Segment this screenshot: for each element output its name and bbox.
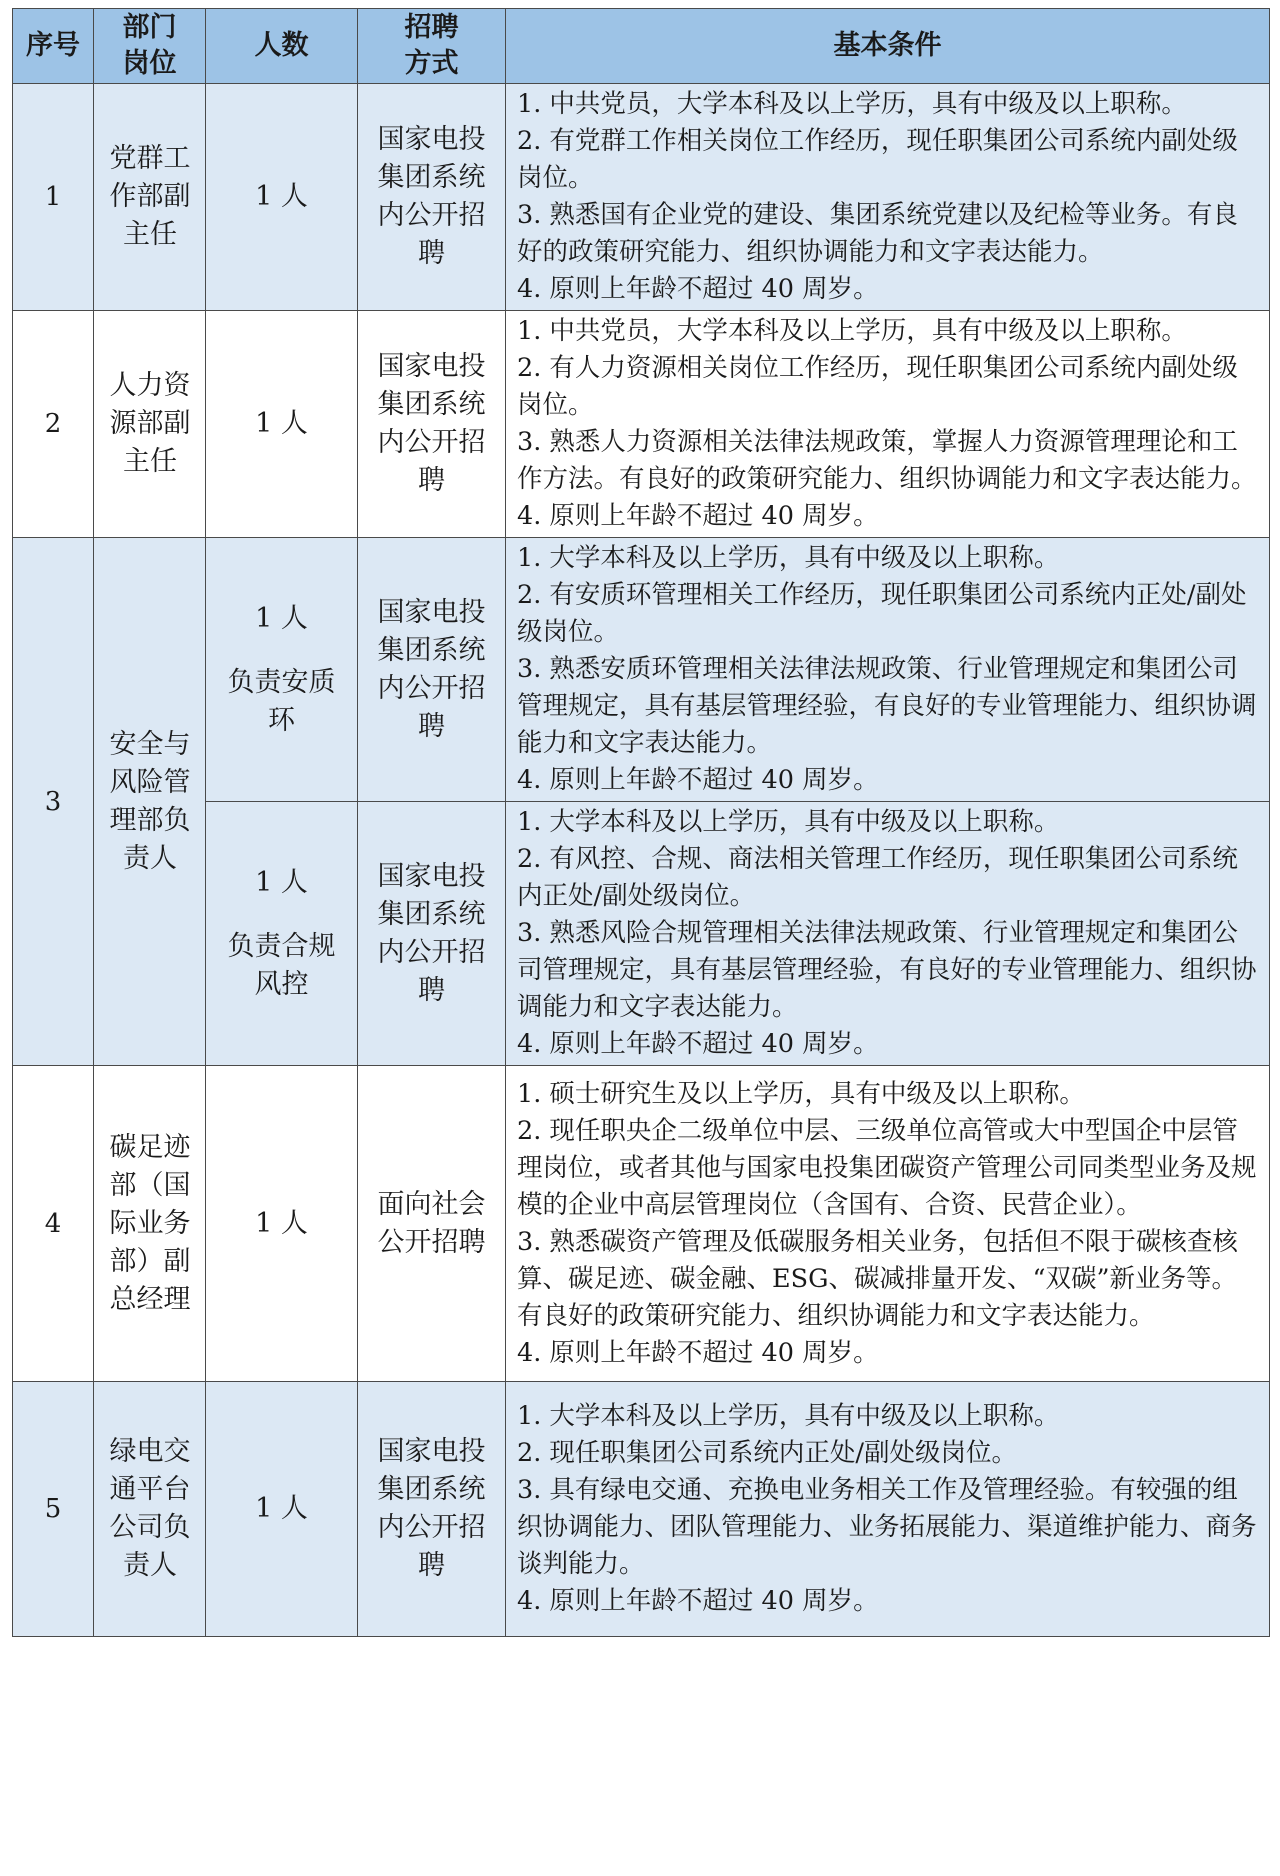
row-cond: 1. 大学本科及以上学历，具有中级及以上职称。 2. 有风控、合规、商法相关管理工作经历，现任职集团公司系统内正处/副处级岗位。 3. 熟悉风险合规管理相关法律法规政策、行业管理规定和集团公司管理规定，具有基层管理经验，有良好的专业管理能力、组织协调能力和文字表达能力。 4. 原则上年龄不超过 40 周岁。 [506,802,1270,1066]
row-num-count: 1 人 [255,602,308,634]
row-dept: 安全与风险管理部负责人 [94,538,206,1066]
row-no: 5 [13,1382,94,1637]
row-dept: 绿电交通平台公司负责人 [94,1382,206,1637]
row-cond: 1. 大学本科及以上学历，具有中级及以上职称。 2. 现任职集团公司系统内正处/副处级岗位。 3. 具有绿电交通、充换电业务相关工作及管理经验。有较强的组织协调能力、团队管理能力、业务拓展能力、渠道维护能力、商务谈判能力。 4. 原则上年龄不超过 40 周岁。 [506,1382,1270,1637]
header-num: 人数 [206,9,358,84]
row-way: 面向社会公开招聘 [358,1066,506,1382]
row-num [206,802,358,1066]
row-num: 1 人 [206,1382,358,1637]
row-way: 国家电投集团系统内公开招聘 [358,538,506,802]
row-way: 国家电投集团系统内公开招聘 [358,84,506,311]
row-cond: 1. 中共党员，大学本科及以上学历，具有中级及以上职称。 2. 有党群工作相关岗位工作经历，现任职集团公司系统内副处级岗位。 3. 熟悉国有企业党的建设、集团系统党建以及纪检等业务。有良好的政策研究能力、组织协调能力和文字表达能力。 4. 原则上年龄不超过 40 周岁。 [506,84,1270,311]
row-cond: 1. 大学本科及以上学历，具有中级及以上职称。 2. 有安质环管理相关工作经历，现任职集团公司系统内正处/副处级岗位。 3. 熟悉安质环管理相关法律法规政策、行业管理规定和集团公司管理规定，具有基层管理经验，有良好的专业管理能力、组织协调能力和文字表达能力。 4. 原则上年龄不超过 40 周岁。 [506,538,1270,802]
header-dept: 部门 岗位 [94,9,206,84]
header-cond: 基本条件 [506,9,1270,84]
row-cond: 1. 硕士研究生及以上学历，具有中级及以上职称。 2. 现任职央企二级单位中层、三级单位高管或大中型国企中层管理岗位，或者其他与国家电投集团碳资产管理公司同类型业务及规模的企业中高层管理岗位（含国有、合资、民营企业）。 3. 熟悉碳资产管理及低碳服务相关业务，包括但不限于碳核查核算、碳足迹、碳金融、ESG、碳减排量开发、“双碳”新业务等。有良好的政策研究能力、组织协调能力和文字表达能力。 4. 原则上年龄不超过 40 周岁。 [506,1066,1270,1382]
recruitment-table-wrapper [12,8,1269,1637]
row-num-count: 1 人 [255,866,308,898]
row-num: 1 人 [206,1066,358,1382]
table-row [13,1382,1270,1637]
row-way: 国家电投集团系统内公开招聘 [358,1382,506,1637]
row-no: 3 [13,538,94,1066]
row-cond: 1. 中共党员，大学本科及以上学历，具有中级及以上职称。 2. 有人力资源相关岗位工作经历，现任职集团公司系统内副处级岗位。 3. 熟悉人力资源相关法律法规政策，掌握人力资源管理理论和工作方法。有良好的政策研究能力、组织协调能力和文字表达能力。 4. 原则上年龄不超过 40 周岁。 [506,311,1270,538]
table-header-row [13,9,1270,84]
row-num: 1 人 [206,311,358,538]
table-row [13,1066,1270,1382]
row-dept: 党群工作部副主任 [94,84,206,311]
row-way: 国家电投集团系统内公开招聘 [358,311,506,538]
table-row [13,84,1270,311]
header-no: 序号 [13,9,94,84]
row-no: 1 [13,84,94,311]
row-no: 2 [13,311,94,538]
recruitment-table [12,8,1270,1637]
table-row [13,538,1270,802]
row-dept: 碳足迹部（国际业务部）副总经理 [94,1066,206,1382]
row-way: 国家电投集团系统内公开招聘 [358,802,506,1066]
row-num-note: 负责安质环 [227,666,336,736]
row-num: 1 人 [206,84,358,311]
row-dept: 人力资源部副主任 [94,311,206,538]
header-way: 招聘 方式 [358,9,506,84]
table-row [13,311,1270,538]
row-num-note: 负责合规风控 [227,930,336,1000]
row-num [206,538,358,802]
row-no: 4 [13,1066,94,1382]
